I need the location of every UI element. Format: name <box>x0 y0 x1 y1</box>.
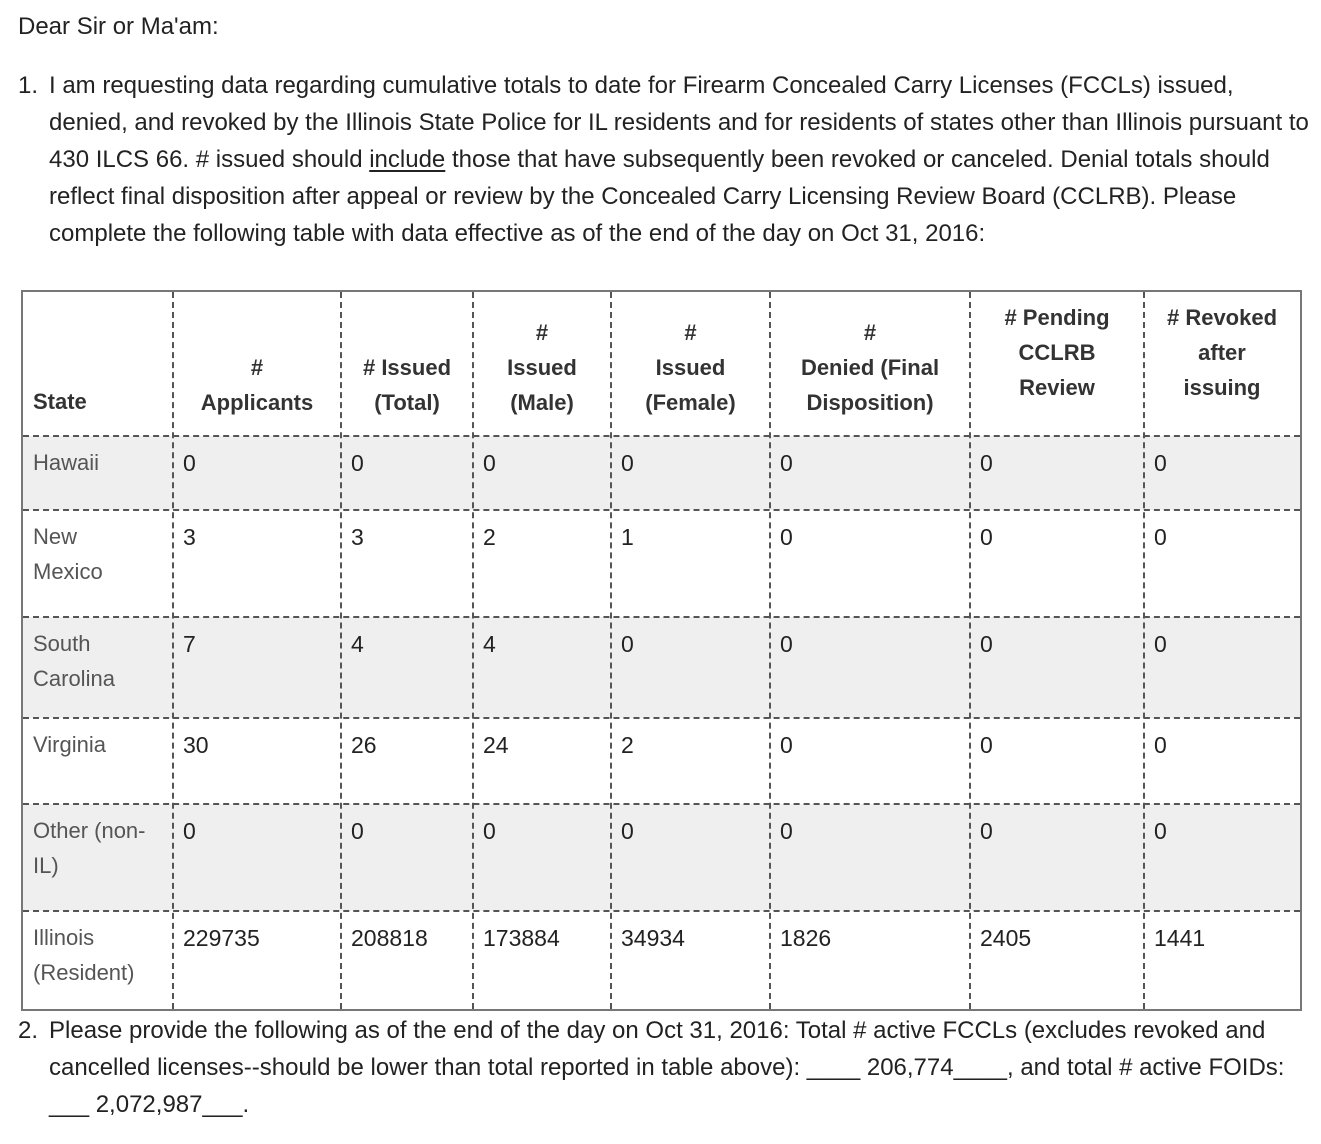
table-cell: 1441 <box>1154 925 1206 951</box>
table-cell: 0 <box>1154 818 1167 844</box>
column-header: # Issued (Male) <box>507 320 577 415</box>
row-divider <box>23 616 1300 618</box>
table-cell: 173884 <box>483 925 560 951</box>
table-cell: 3 <box>183 524 196 550</box>
column-header: # Applicants <box>200 355 314 415</box>
column-divider <box>340 292 342 1009</box>
item-1-number: 1. <box>18 72 39 99</box>
item-1-text <box>18 67 1313 252</box>
table-cell: 229735 <box>183 925 260 951</box>
table-cell: 0 <box>780 524 793 550</box>
table-cell: 0 <box>980 818 993 844</box>
column-divider <box>1143 292 1145 1009</box>
table-cell: 4 <box>483 631 496 657</box>
column-header: # Denied (Final Disposition) <box>800 320 940 415</box>
column-header: State <box>33 389 87 414</box>
state-name-cell: Virginia <box>33 732 106 757</box>
request-item-1 <box>18 67 1313 252</box>
column-divider <box>172 292 174 1009</box>
table-cell: 4 <box>351 631 364 657</box>
table-cell: 2405 <box>980 925 1032 951</box>
table-cell: 0 <box>483 818 496 844</box>
table-cell: 0 <box>980 450 993 476</box>
table-cell: 24 <box>483 732 509 758</box>
state-name-cell: Hawaii <box>33 450 100 475</box>
column-divider <box>472 292 474 1009</box>
table-cell: 30 <box>183 732 209 758</box>
table-cell: 0 <box>351 450 364 476</box>
table-row <box>23 510 1300 617</box>
table-cell: 0 <box>1154 631 1167 657</box>
table-cell: 0 <box>1154 450 1167 476</box>
column-divider <box>969 292 971 1009</box>
table-cell: 0 <box>980 631 993 657</box>
table-cell: 0 <box>980 524 993 550</box>
table-cell: 2 <box>621 732 634 758</box>
table-cell: 0 <box>980 732 993 758</box>
column-header: # Revoked after issuing <box>1166 305 1278 400</box>
state-name-cell: Illinois (Resident) <box>33 925 135 985</box>
table-row <box>23 718 1300 804</box>
table-cell: 0 <box>621 818 634 844</box>
column-divider <box>769 292 771 1009</box>
table-cell: 208818 <box>351 925 428 951</box>
table-cell: 0 <box>183 450 196 476</box>
item-1-text-after: those that have subsequently been revoked or canceled. Denial totals should reflect final disposition after appeal or review by the Concealed Carry Licensing Review Board (CCLRB). Please complete the following table with data effective as of the end of the day on Oct 31, 2016: <box>49 146 1270 247</box>
table-cell: 26 <box>351 732 377 758</box>
row-divider <box>23 803 1300 805</box>
column-header: # Issued (Total) <box>362 355 452 415</box>
table-cell: 0 <box>183 818 196 844</box>
table-row <box>23 436 1300 510</box>
table-cell: 1826 <box>780 925 832 951</box>
item-1-underlined-word: include <box>369 146 446 173</box>
column-header: # Pending CCLRB Review <box>1004 305 1110 400</box>
row-divider <box>23 910 1300 912</box>
table-cell: 2 <box>483 524 496 550</box>
item-1-text-before: I am requesting data regarding cumulative totals to date for Firearm Concealed Carry Licenses (FCCLs) issued, denied, and revoked by the Illinois State Police for IL residents and for residents of states other than Illinois pursuant to 430 ILCS 66. # issued should <box>49 72 1309 173</box>
greeting: Dear Sir or Ma'am: <box>18 13 219 40</box>
row-divider <box>23 509 1300 511</box>
table-cell: 3 <box>351 524 364 550</box>
fccl-data-table <box>21 290 1302 1011</box>
state-name-cell: South Carolina <box>33 631 115 691</box>
table-row <box>23 617 1300 718</box>
table-cell: 1 <box>621 524 634 550</box>
table-cell: 0 <box>780 450 793 476</box>
table-cell: 7 <box>183 631 196 657</box>
table-cell: 0 <box>780 818 793 844</box>
item-2-number: 2. <box>18 1017 39 1044</box>
table-cell: 0 <box>1154 732 1167 758</box>
table-cell: 0 <box>780 732 793 758</box>
table-cell: 34934 <box>621 925 685 951</box>
table-cell: 0 <box>780 631 793 657</box>
item-2-text: Please provide the following as of the end of the day on Oct 31, 2016: Total # active FCCLs (excludes revoked and cancelled licenses--should be lower than total reported in table above): ____ 206,774____, and total # active FOIDs: ___ 2,072,987___. <box>49 1017 1285 1118</box>
table-row <box>23 804 1300 911</box>
row-divider <box>23 717 1300 719</box>
column-divider <box>610 292 612 1009</box>
table-cell: 0 <box>621 631 634 657</box>
table-cell: 0 <box>351 818 364 844</box>
state-name-cell: Other (non- IL) <box>33 818 146 878</box>
column-header: # Issued (Female) <box>645 320 736 415</box>
table-cell: 0 <box>621 450 634 476</box>
state-name-cell: New Mexico <box>33 524 103 584</box>
table-cell: 0 <box>483 450 496 476</box>
table-cell: 0 <box>1154 524 1167 550</box>
request-item-2 <box>18 1012 1313 1123</box>
row-divider <box>23 435 1300 437</box>
